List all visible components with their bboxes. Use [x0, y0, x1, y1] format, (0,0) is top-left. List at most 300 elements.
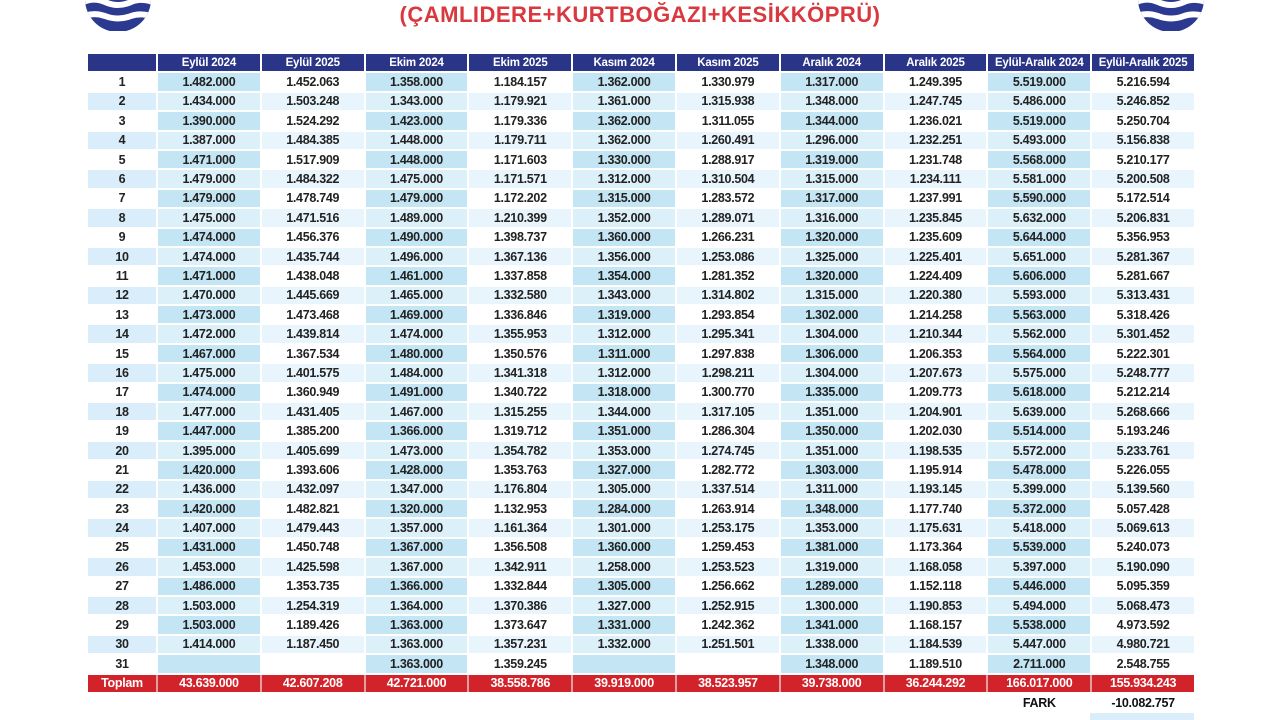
value-cell: 1.254.319 [261, 596, 365, 615]
value-cell: 1.362.000 [572, 111, 676, 130]
column-header: Kasım 2025 [676, 53, 780, 72]
value-cell: 1.448.000 [365, 150, 469, 169]
value-cell: 1.351.000 [780, 441, 884, 460]
value-cell [261, 654, 365, 673]
column-header: Aralık 2025 [884, 53, 988, 72]
value-cell: 5.222.301 [1091, 344, 1195, 363]
day-cell: 26 [87, 557, 157, 576]
day-cell: 30 [87, 635, 157, 654]
empty-cell [468, 693, 572, 712]
value-cell: 1.315.000 [780, 286, 884, 305]
value-cell: 1.152.118 [884, 577, 988, 596]
value-cell: 1.423.000 [365, 111, 469, 130]
value-cell: 1.474.000 [157, 228, 261, 247]
value-cell: 1.224.409 [884, 266, 988, 285]
value-cell: 1.344.000 [780, 111, 884, 130]
fark-row [87, 693, 1195, 712]
day-cell: 13 [87, 305, 157, 324]
value-cell: 1.319.000 [780, 557, 884, 576]
value-cell: 1.198.535 [884, 441, 988, 460]
table-row [87, 363, 1195, 382]
value-cell: 4.980.721 [1091, 635, 1195, 654]
value-cell: 1.490.000 [365, 228, 469, 247]
value-cell: 1.234.111 [884, 169, 988, 188]
value-cell: 5.193.246 [1091, 421, 1195, 440]
value-cell: 1.448.000 [365, 131, 469, 150]
value-cell: 1.253.175 [676, 518, 780, 537]
value-cell: 1.236.021 [884, 111, 988, 130]
value-cell: 1.491.000 [365, 383, 469, 402]
total-value-cell: 42.607.208 [261, 674, 365, 693]
value-cell: 1.332.000 [572, 635, 676, 654]
value-cell: 2.548.755 [1091, 654, 1195, 673]
value-cell: 1.482.000 [157, 72, 261, 91]
value-cell: 1.179.711 [468, 131, 572, 150]
table-row [87, 654, 1195, 673]
column-header: Kasım 2024 [572, 53, 676, 72]
value-cell: 1.312.000 [572, 363, 676, 382]
value-cell: 1.210.344 [884, 324, 988, 343]
value-cell: 1.256.662 [676, 577, 780, 596]
value-cell: 5.399.000 [987, 480, 1091, 499]
value-cell: 1.330.979 [676, 72, 780, 91]
value-cell: 1.353.735 [261, 577, 365, 596]
value-cell: 1.350.576 [468, 344, 572, 363]
value-cell: 5.240.073 [1091, 538, 1195, 557]
value-cell: 1.353.763 [468, 460, 572, 479]
day-cell: 16 [87, 363, 157, 382]
value-cell: 1.356.000 [572, 247, 676, 266]
value-cell: 1.503.000 [157, 596, 261, 615]
table-row [87, 111, 1195, 130]
value-cell: 2.711.000 [987, 654, 1091, 673]
value-cell: 1.471.516 [261, 208, 365, 227]
value-cell: 1.420.000 [157, 460, 261, 479]
value-cell: 1.352.000 [572, 208, 676, 227]
value-cell: 5.539.000 [987, 538, 1091, 557]
value-cell: 1.331.000 [572, 615, 676, 634]
value-cell: 1.434.000 [157, 92, 261, 111]
value-cell: 1.320.000 [780, 228, 884, 247]
value-cell: 1.132.953 [468, 499, 572, 518]
column-header: Aralık 2024 [780, 53, 884, 72]
value-cell: 1.189.510 [884, 654, 988, 673]
value-cell: 1.362.000 [572, 72, 676, 91]
value-cell: 1.475.000 [365, 169, 469, 188]
total-label: Toplam [87, 674, 157, 693]
value-cell: 1.314.802 [676, 286, 780, 305]
table-row [87, 577, 1195, 596]
value-cell: 1.496.000 [365, 247, 469, 266]
value-cell: 1.398.737 [468, 228, 572, 247]
value-cell: 5.519.000 [987, 111, 1091, 130]
table-row [87, 228, 1195, 247]
day-cell: 9 [87, 228, 157, 247]
value-cell: 1.332.580 [468, 286, 572, 305]
table-row [87, 286, 1195, 305]
value-cell: 1.220.380 [884, 286, 988, 305]
value-cell: 5.397.000 [987, 557, 1091, 576]
table-row [87, 92, 1195, 111]
value-cell: 1.300.770 [676, 383, 780, 402]
table-row [87, 518, 1195, 537]
value-cell: 1.363.000 [365, 654, 469, 673]
table-row [87, 266, 1195, 285]
day-cell: 19 [87, 421, 157, 440]
value-cell: 1.354.782 [468, 441, 572, 460]
value-cell: 1.452.063 [261, 72, 365, 91]
value-cell: 1.474.000 [157, 247, 261, 266]
value-cell: 1.325.000 [780, 247, 884, 266]
table-row [87, 460, 1195, 479]
value-cell: 1.350.000 [780, 421, 884, 440]
empty-cell [365, 693, 469, 712]
day-cell: 29 [87, 615, 157, 634]
value-cell: 1.319.000 [572, 305, 676, 324]
value-cell: 1.177.740 [884, 499, 988, 518]
fark-label: FARK [987, 693, 1091, 712]
value-cell: 1.367.000 [365, 557, 469, 576]
value-cell: 5.095.359 [1091, 577, 1195, 596]
column-header: Ekim 2024 [365, 53, 469, 72]
day-cell: 21 [87, 460, 157, 479]
value-cell: 5.190.090 [1091, 557, 1195, 576]
empty-cell [676, 693, 780, 712]
day-cell: 11 [87, 266, 157, 285]
value-cell: 1.465.000 [365, 286, 469, 305]
total-row [87, 674, 1195, 693]
value-cell: 5.139.560 [1091, 480, 1195, 499]
value-cell [676, 654, 780, 673]
value-cell: 5.318.426 [1091, 305, 1195, 324]
value-cell: 5.356.953 [1091, 228, 1195, 247]
value-cell: 1.176.804 [468, 480, 572, 499]
day-cell: 8 [87, 208, 157, 227]
value-cell: 1.304.000 [780, 324, 884, 343]
value-cell: 1.237.991 [884, 189, 988, 208]
value-cell: 5.313.431 [1091, 286, 1195, 305]
value-cell: 5.281.367 [1091, 247, 1195, 266]
value-cell: 5.233.761 [1091, 441, 1195, 460]
value-cell: 1.517.909 [261, 150, 365, 169]
value-cell: 1.193.145 [884, 480, 988, 499]
value-cell: 1.445.669 [261, 286, 365, 305]
value-cell: 1.189.426 [261, 615, 365, 634]
value-cell: 1.319.000 [780, 150, 884, 169]
value-cell: 1.179.921 [468, 92, 572, 111]
value-cell: 1.184.157 [468, 72, 572, 91]
value-cell: 1.353.000 [780, 518, 884, 537]
value-cell: 1.467.000 [157, 344, 261, 363]
value-cell: 1.343.000 [572, 286, 676, 305]
value-cell: 1.312.000 [572, 324, 676, 343]
value-cell: 1.478.749 [261, 189, 365, 208]
value-cell: 1.431.000 [157, 538, 261, 557]
fark-value: -10.082.757 [1091, 693, 1195, 712]
table-row [87, 344, 1195, 363]
day-cell: 15 [87, 344, 157, 363]
value-cell: 4.973.592 [1091, 615, 1195, 634]
value-cell: 5.250.704 [1091, 111, 1195, 130]
day-cell: 27 [87, 577, 157, 596]
value-cell: 1.311.000 [780, 480, 884, 499]
value-cell: 1.258.000 [572, 557, 676, 576]
value-cell: 5.618.000 [987, 383, 1091, 402]
value-cell: 1.318.000 [572, 383, 676, 402]
value-cell: 1.395.000 [157, 441, 261, 460]
total-value-cell: 166.017.000 [987, 674, 1091, 693]
value-cell: 1.453.000 [157, 557, 261, 576]
value-cell: 1.315.000 [780, 169, 884, 188]
value-cell: 1.289.071 [676, 208, 780, 227]
value-cell: 1.479.000 [365, 189, 469, 208]
day-cell: 14 [87, 324, 157, 343]
value-cell: 1.341.318 [468, 363, 572, 382]
value-cell: 5.494.000 [987, 596, 1091, 615]
value-cell: 1.359.245 [468, 654, 572, 673]
value-cell: 1.474.000 [365, 324, 469, 343]
value-cell: 1.289.000 [780, 577, 884, 596]
value-cell: 1.353.000 [572, 441, 676, 460]
value-cell: 1.266.231 [676, 228, 780, 247]
value-cell: 1.207.673 [884, 363, 988, 382]
value-cell: 1.168.157 [884, 615, 988, 634]
day-cell: 4 [87, 131, 157, 150]
value-cell: 5.581.000 [987, 169, 1091, 188]
value-cell: 1.484.000 [365, 363, 469, 382]
value-cell: 5.248.777 [1091, 363, 1195, 382]
day-cell: 22 [87, 480, 157, 499]
value-cell: 1.317.105 [676, 402, 780, 421]
value-cell: 5.246.852 [1091, 92, 1195, 111]
value-cell: 5.572.000 [987, 441, 1091, 460]
value-cell: 1.471.000 [157, 150, 261, 169]
value-cell: 1.247.745 [884, 92, 988, 111]
value-cell: 1.351.000 [780, 402, 884, 421]
value-cell: 1.482.821 [261, 499, 365, 518]
value-cell: 1.168.058 [884, 557, 988, 576]
value-cell: 5.632.000 [987, 208, 1091, 227]
value-cell: 1.431.405 [261, 402, 365, 421]
value-cell: 1.387.000 [157, 131, 261, 150]
value-cell: 5.514.000 [987, 421, 1091, 440]
value-cell: 1.342.911 [468, 557, 572, 576]
value-cell: 1.225.401 [884, 247, 988, 266]
value-cell: 1.438.048 [261, 266, 365, 285]
table-row [87, 72, 1195, 91]
value-cell: 1.472.000 [157, 324, 261, 343]
value-cell: 1.366.000 [365, 421, 469, 440]
table-row [87, 499, 1195, 518]
value-cell: 5.606.000 [987, 266, 1091, 285]
value-cell: 1.503.000 [157, 615, 261, 634]
value-cell: 1.361.000 [572, 92, 676, 111]
value-cell: 5.538.000 [987, 615, 1091, 634]
value-cell: 5.563.000 [987, 305, 1091, 324]
value-cell: 1.184.539 [884, 635, 988, 654]
value-cell: 1.363.000 [365, 615, 469, 634]
value-cell: 5.593.000 [987, 286, 1091, 305]
value-cell: 1.173.364 [884, 538, 988, 557]
total-value-cell: 39.738.000 [780, 674, 884, 693]
value-cell: 1.202.030 [884, 421, 988, 440]
table-row [87, 247, 1195, 266]
value-cell: 5.447.000 [987, 635, 1091, 654]
value-cell: 1.467.000 [365, 402, 469, 421]
value-cell: 1.161.364 [468, 518, 572, 537]
day-column-header [87, 53, 157, 72]
table-row [87, 131, 1195, 150]
value-cell: 1.381.000 [780, 538, 884, 557]
value-cell: 1.479.000 [157, 169, 261, 188]
value-cell: 1.360.949 [261, 383, 365, 402]
value-cell: 1.335.000 [780, 383, 884, 402]
value-cell: 1.475.000 [157, 363, 261, 382]
day-cell: 17 [87, 383, 157, 402]
value-cell: 1.214.258 [884, 305, 988, 324]
value-cell: 1.281.352 [676, 266, 780, 285]
value-cell: 5.639.000 [987, 402, 1091, 421]
value-cell: 1.348.000 [780, 654, 884, 673]
day-cell: 10 [87, 247, 157, 266]
day-cell: 28 [87, 596, 157, 615]
value-cell: 1.436.000 [157, 480, 261, 499]
value-cell: 5.226.055 [1091, 460, 1195, 479]
value-cell: 1.344.000 [572, 402, 676, 421]
value-cell: 1.367.534 [261, 344, 365, 363]
value-cell: 1.364.000 [365, 596, 469, 615]
value-cell: 1.301.000 [572, 518, 676, 537]
value-cell: 1.357.231 [468, 635, 572, 654]
value-cell: 1.209.773 [884, 383, 988, 402]
header-row [87, 53, 1195, 72]
value-cell: 1.284.000 [572, 499, 676, 518]
value-cell: 1.330.000 [572, 150, 676, 169]
value-cell: 1.303.000 [780, 460, 884, 479]
value-cell: 5.206.831 [1091, 208, 1195, 227]
value-cell: 5.493.000 [987, 131, 1091, 150]
empty-cell [780, 693, 884, 712]
value-cell: 5.069.613 [1091, 518, 1195, 537]
value-cell: 5.068.473 [1091, 596, 1195, 615]
table-row [87, 305, 1195, 324]
value-cell: 1.327.000 [572, 596, 676, 615]
value-cell: 1.367.136 [468, 247, 572, 266]
value-cell: 1.260.491 [676, 131, 780, 150]
value-cell: 1.300.000 [780, 596, 884, 615]
table-row [87, 383, 1195, 402]
value-cell: 1.283.572 [676, 189, 780, 208]
value-cell: 1.348.000 [780, 92, 884, 111]
value-cell: 1.360.000 [572, 228, 676, 247]
day-cell: 12 [87, 286, 157, 305]
value-cell: 5.057.428 [1091, 499, 1195, 518]
table-row [87, 150, 1195, 169]
value-cell: 1.340.722 [468, 383, 572, 402]
value-cell: 1.357.000 [365, 518, 469, 537]
value-cell: 1.432.097 [261, 480, 365, 499]
table-row [87, 169, 1195, 188]
value-cell: 1.370.386 [468, 596, 572, 615]
value-cell: 1.366.000 [365, 577, 469, 596]
table-row [87, 635, 1195, 654]
value-cell: 1.470.000 [157, 286, 261, 305]
value-cell: 1.315.000 [572, 189, 676, 208]
value-cell: 1.172.202 [468, 189, 572, 208]
value-cell: 5.575.000 [987, 363, 1091, 382]
value-cell: 1.305.000 [572, 480, 676, 499]
value-cell: 1.337.514 [676, 480, 780, 499]
value-cell [157, 654, 261, 673]
value-cell: 1.320.000 [780, 266, 884, 285]
value-cell: 1.348.000 [780, 499, 884, 518]
day-cell: 6 [87, 169, 157, 188]
value-cell: 1.343.000 [365, 92, 469, 111]
value-cell: 5.590.000 [987, 189, 1091, 208]
value-cell: 1.405.699 [261, 441, 365, 460]
value-cell: 1.179.336 [468, 111, 572, 130]
cutoff-row-strip [1090, 713, 1194, 720]
value-cell: 5.216.594 [1091, 72, 1195, 91]
value-cell: 5.651.000 [987, 247, 1091, 266]
empty-cell [884, 693, 988, 712]
value-cell: 1.362.000 [572, 131, 676, 150]
value-cell: 5.418.000 [987, 518, 1091, 537]
value-cell [572, 654, 676, 673]
value-cell: 1.295.341 [676, 324, 780, 343]
total-value-cell: 42.721.000 [365, 674, 469, 693]
table-row [87, 441, 1195, 460]
value-cell: 1.312.000 [572, 169, 676, 188]
value-cell: 1.263.914 [676, 499, 780, 518]
value-cell: 1.336.846 [468, 305, 572, 324]
value-cell: 1.315.938 [676, 92, 780, 111]
value-cell: 1.477.000 [157, 402, 261, 421]
day-cell: 24 [87, 518, 157, 537]
day-cell: 3 [87, 111, 157, 130]
value-cell: 5.564.000 [987, 344, 1091, 363]
column-header: Ekim 2025 [468, 53, 572, 72]
total-value-cell: 38.558.786 [468, 674, 572, 693]
value-cell: 1.407.000 [157, 518, 261, 537]
value-cell: 1.473.468 [261, 305, 365, 324]
value-cell: 1.242.362 [676, 615, 780, 634]
day-cell: 2 [87, 92, 157, 111]
value-cell: 1.310.504 [676, 169, 780, 188]
empty-cell [157, 693, 261, 712]
value-cell: 1.253.523 [676, 557, 780, 576]
value-cell: 1.320.000 [365, 499, 469, 518]
value-cell: 5.200.508 [1091, 169, 1195, 188]
value-cell: 1.428.000 [365, 460, 469, 479]
value-cell: 1.367.000 [365, 538, 469, 557]
value-cell: 1.471.000 [157, 266, 261, 285]
value-cell: 1.456.376 [261, 228, 365, 247]
value-cell: 1.190.853 [884, 596, 988, 615]
value-cell: 1.286.304 [676, 421, 780, 440]
value-cell: 1.473.000 [157, 305, 261, 324]
value-cell: 5.281.667 [1091, 266, 1195, 285]
total-value-cell: 155.934.243 [1091, 674, 1195, 693]
table-row [87, 324, 1195, 343]
value-cell: 1.401.575 [261, 363, 365, 382]
value-cell: 1.474.000 [157, 383, 261, 402]
value-cell: 5.172.514 [1091, 189, 1195, 208]
value-cell: 1.486.000 [157, 577, 261, 596]
value-cell: 5.210.177 [1091, 150, 1195, 169]
day-cell: 23 [87, 499, 157, 518]
value-cell: 1.351.000 [572, 421, 676, 440]
